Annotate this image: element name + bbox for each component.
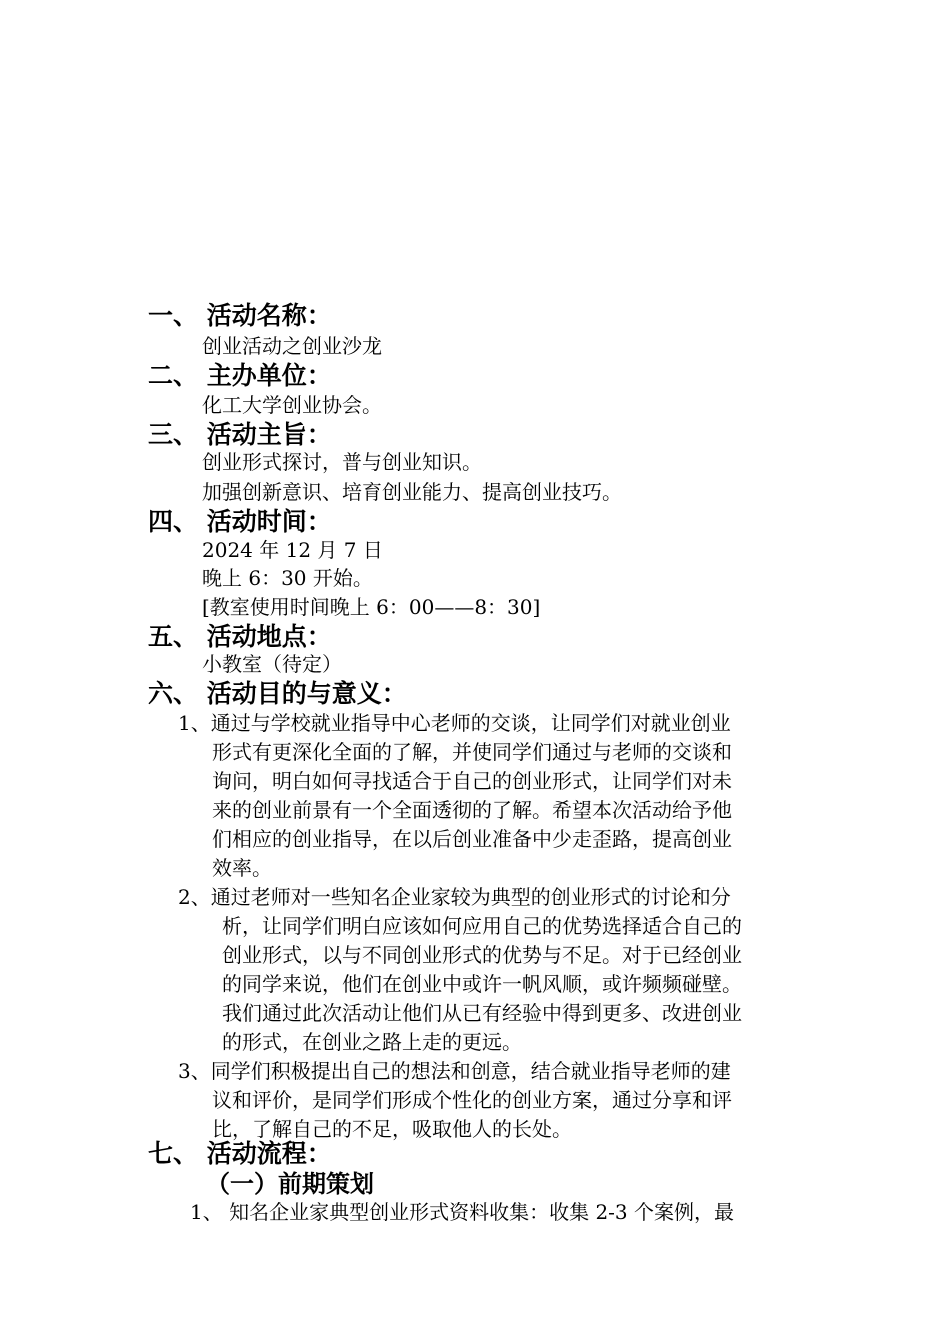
- significance-item-line: 创业形式，以与不同创业形式的优势与不足。对于已经创业: [222, 943, 742, 967]
- section-heading-location: 五、 活动地点：: [148, 622, 332, 651]
- section-heading-name: 一、 活动名称：: [148, 301, 332, 330]
- significance-item-line: 1、通过与学校就业指导中心老师的交谈，让同学们对就业创业: [178, 711, 731, 735]
- organizer-text: 化工大学创业协会。: [202, 393, 382, 417]
- section-heading-process: 七、 活动流程：: [148, 1139, 332, 1168]
- section-heading-significance: 六、 活动目的与意义：: [148, 679, 407, 708]
- section-heading-time: 四、 活动时间：: [148, 507, 332, 536]
- purpose-line: 加强创新意识、培育创业能力、提高创业技巧。: [202, 480, 622, 504]
- activity-name: 创业活动之创业沙龙: [202, 334, 382, 358]
- significance-item-line: 询问，明白如何寻找适合于自己的创业形式，让同学们对未: [212, 769, 732, 793]
- time-line: 2024 年 12 月 7 日: [202, 538, 383, 562]
- significance-item-line: 3、同学们积极提出自己的想法和创意，结合就业指导老师的建: [178, 1059, 731, 1083]
- significance-item-line: 们相应的创业指导，在以后创业准备中少走歪路，提高创业: [212, 827, 732, 851]
- significance-item-line: 2、通过老师对一些知名企业家较为典型的创业形式的讨论和分: [178, 885, 731, 909]
- significance-item-line: 的同学来说，他们在创业中或许一帆风顺，或许频频碰壁。: [222, 972, 742, 996]
- significance-item-line: 形式有更深化全面的了解，并使同学们通过与老师的交谈和: [212, 740, 732, 764]
- time-line: 晚上 6：30 开始。: [202, 566, 373, 590]
- significance-item-line: 议和评价，是同学们形成个性化的创业方案，通过分享和评: [212, 1088, 732, 1112]
- significance-item-line: 来的创业前景有一个全面透彻的了解。希望本次活动给予他: [212, 798, 732, 822]
- significance-item-line: 效率。: [212, 856, 272, 880]
- process-item-line: 1、 知名企业家典型创业形式资料收集：收集 2-3 个案例，最: [190, 1200, 735, 1224]
- process-subheading: （一）前期策划: [206, 1169, 374, 1198]
- significance-item-line: 析，让同学们明白应该如何应用自己的优势选择适合自己的: [222, 914, 742, 938]
- significance-item-line: 的形式，在创业之路上走的更远。: [222, 1030, 522, 1054]
- time-line: [教室使用时间晚上 6：00——8：30]: [202, 595, 541, 619]
- section-heading-organizer: 二、 主办单位：: [148, 361, 332, 390]
- purpose-line: 创业形式探讨，普与创业知识。: [202, 450, 482, 474]
- significance-item-line: 我们通过此次活动让他们从已有经验中得到更多、改进创业: [222, 1001, 742, 1025]
- section-heading-purpose: 三、 活动主旨：: [148, 420, 332, 449]
- significance-item-line: 比，了解自己的不足，吸取他人的长处。: [212, 1117, 572, 1141]
- location-text: 小教室（待定）: [202, 652, 342, 676]
